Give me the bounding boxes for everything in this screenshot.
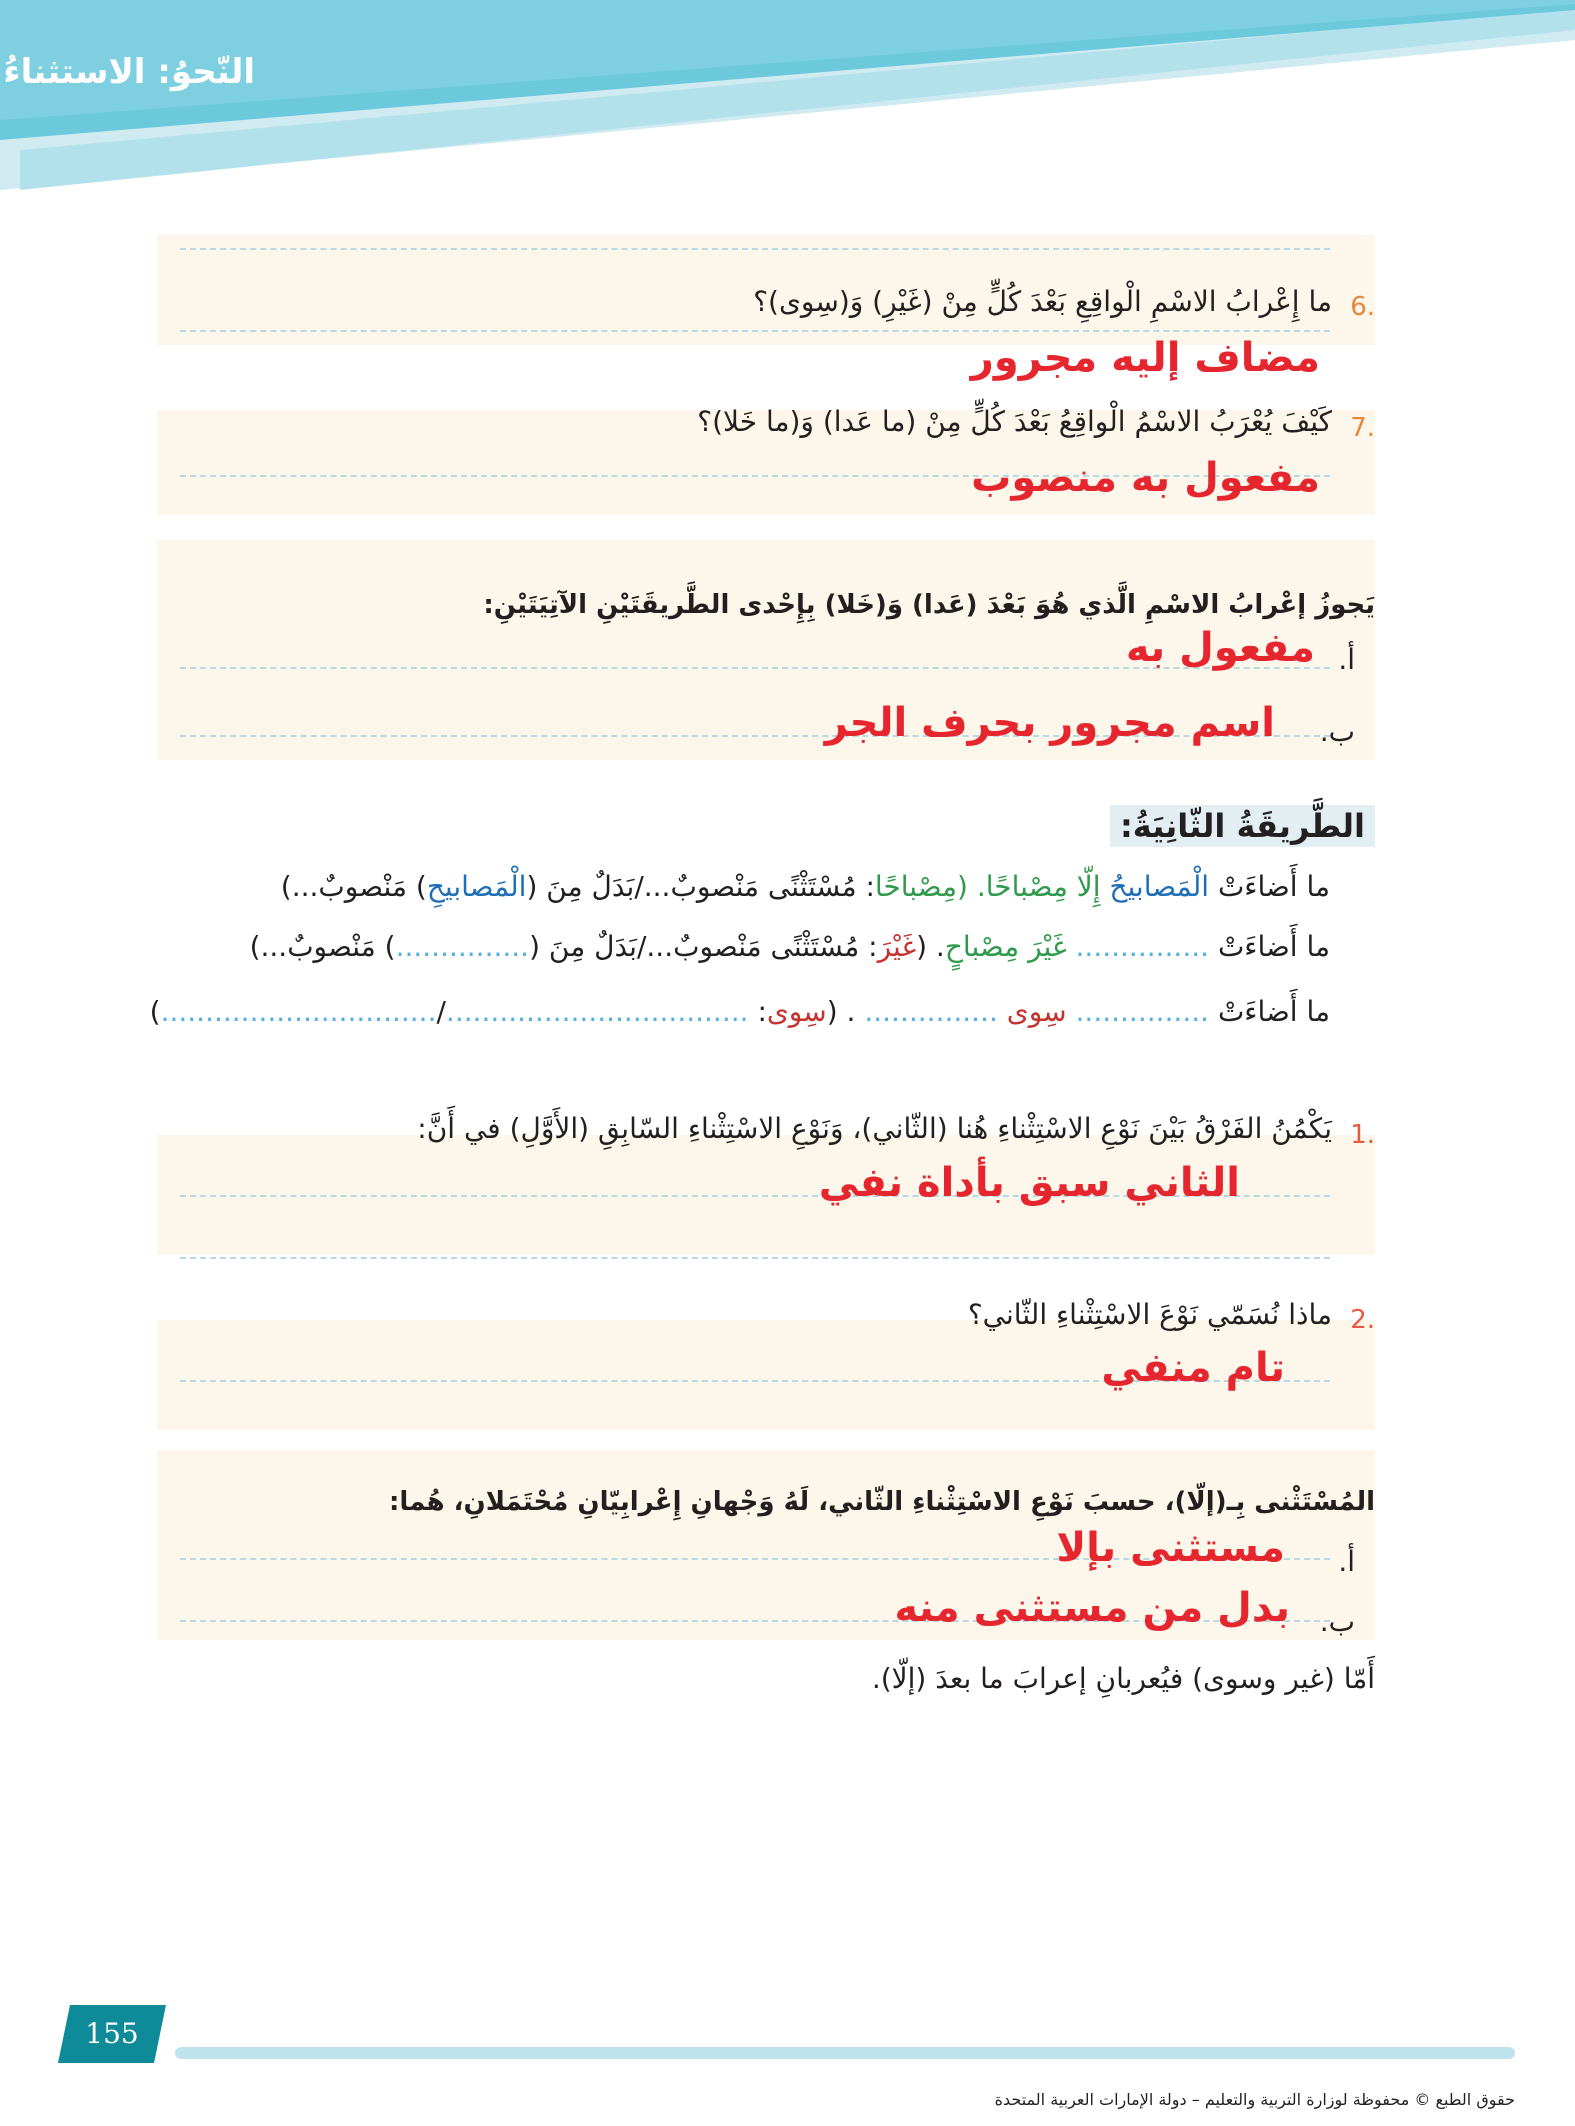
handwritten-answer: مفعول به منصوب xyxy=(971,455,1320,501)
example-line-2: ما أَضاءَتْ ............... غَيْرَ مِصْباحٍ. (غَيْرَ: مُسْتَثْنًى مَنْصوبٌ.../بَدَلٌ مِنَ (...............) مَنْصوبٌ...) xyxy=(249,930,1330,963)
handwritten-answer: مستثنى بإلا xyxy=(1056,1525,1285,1571)
handwritten-answer: اسم مجرور بحرف الجر xyxy=(824,700,1275,746)
writing-line xyxy=(180,330,1330,332)
handwritten-answer: تام منفي xyxy=(1101,1345,1285,1391)
rule-statement: المُسْتَثْنى بِـ(إلّا)، حسبَ نَوْعِ الاسْتِثْناءِ الثّاني، لَهُ وَجْهانِ إِعْرابِيّانِ مُحْتَمَلانِ، هُما: xyxy=(388,1487,1375,1517)
writing-line xyxy=(180,1257,1330,1259)
question-number: 7. xyxy=(1350,413,1375,443)
copyright-text: حقوق الطبع © محفوظة لوزارة التربية والتعليم – دولة الإمارات العربية المتحدة xyxy=(994,2090,1515,2109)
writing-line xyxy=(180,248,1330,250)
question-number: 6. xyxy=(1350,292,1375,322)
example-line-3: ما أَضاءَتْ ............... سِوى ............... . (سِوى: ................................../...............................) xyxy=(149,995,1330,1028)
handwritten-answer: مفعول به xyxy=(1125,625,1315,671)
rule-statement: يَجوزُ إعْرابُ الاسْمِ الَّذي هُوَ بَعْدَ (عَدا) وَ(خَلا) بِإِحْدى الطَّريقَتَيْنِ الآتِيَتَيْنِ: xyxy=(483,590,1375,620)
header-banner xyxy=(0,0,1575,200)
question-text: كَيْفَ يُعْرَبُ الاسْمُ الْواقِعُ بَعْدَ كُلٍّ مِنْ (ما عَدا) وَ(ما خَلا)؟ xyxy=(697,405,1332,438)
question-text: ماذا نُسَمّي نَوْعَ الاسْتِثْناءِ الثّاني؟ xyxy=(967,1298,1332,1331)
option-label: ب. xyxy=(1319,715,1355,748)
option-label: أ. xyxy=(1338,1545,1355,1578)
question-text: يَكْمُنُ الفَرْقُ بَيْنَ نَوْعِ الاسْتِثْناءِ هُنا (الثّاني)، وَنَوْعِ الاسْتِثْناءِ السّابِقِ (الأَوَّلِ) في أَنَّ: xyxy=(417,1112,1332,1145)
chapter-title: النّحوُ: الاستثناءُ xyxy=(3,52,255,92)
question-number: 1. xyxy=(1350,1120,1375,1150)
question-text: ما إِعْرابُ الاسْمِ الْواقِعِ بَعْدَ كُلٍّ مِنْ (غَيْرِ) وَ(سِوى)؟ xyxy=(753,285,1332,318)
question-number: 2. xyxy=(1350,1305,1375,1335)
footer-bar xyxy=(175,2047,1515,2059)
handwritten-answer: الثاني سبق بأداة نفي xyxy=(818,1160,1240,1206)
option-label: أ. xyxy=(1338,643,1355,676)
handwritten-answer: بدل من مستثنى منه xyxy=(894,1585,1290,1631)
page-number: 155 xyxy=(85,2017,139,2050)
option-label: ب. xyxy=(1319,1605,1355,1638)
note-text: أَمّا (غير وسوى) فيُعربانِ إعرابَ ما بعدَ (إلّا). xyxy=(871,1662,1375,1695)
section-title: الطَّريقَةُ الثّانِيَةُ: xyxy=(1110,805,1375,847)
handwritten-answer: مضاف إليه مجرور xyxy=(970,335,1320,381)
example-line-1: ما أَضاءَتْ الْمَصابيحُ إِلّا مِصْباحًا. (مِصْباحًا: مُسْتَثْنًى مَنْصوبٌ.../بَدَلٌ مِنَ (الْمَصابيحِ) مَنْصوبٌ...) xyxy=(280,870,1330,903)
